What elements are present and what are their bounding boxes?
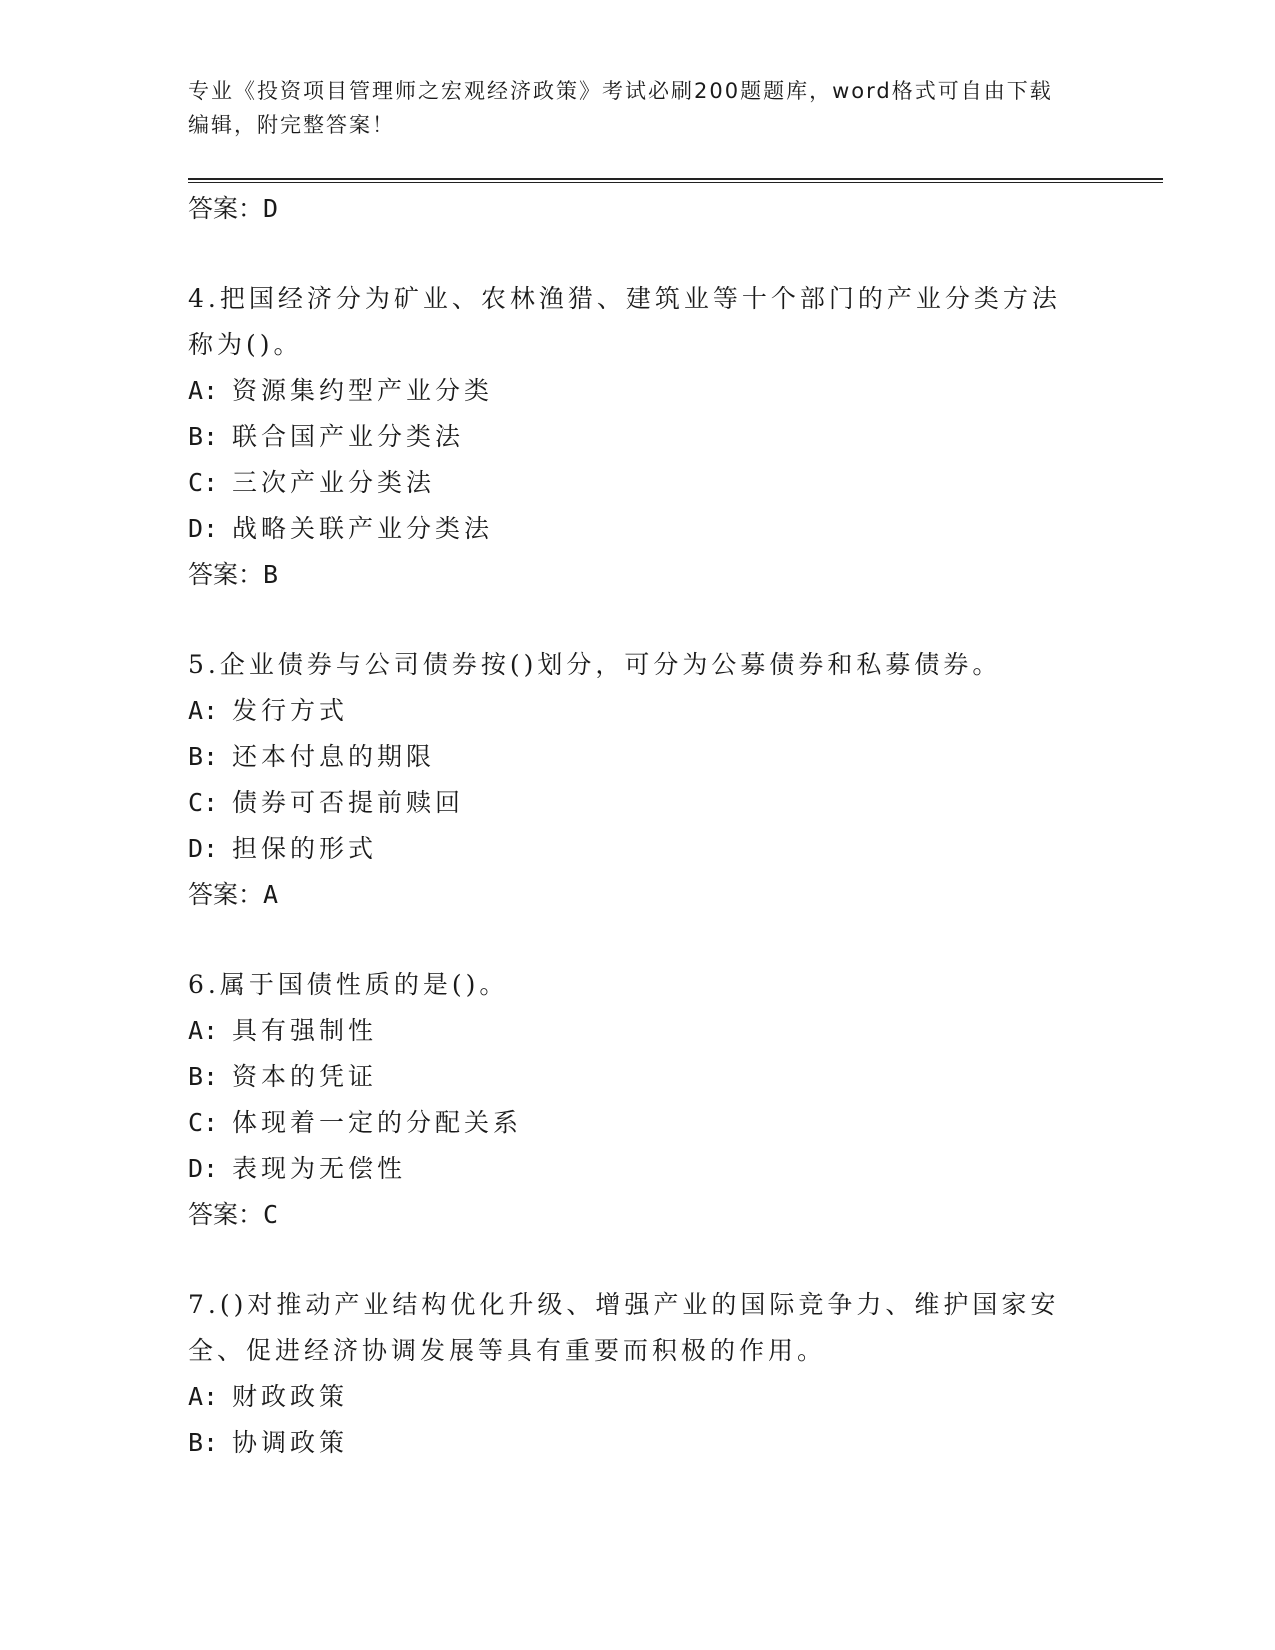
answer-label: 答案：: [188, 194, 264, 223]
option-letter: C:: [188, 1108, 219, 1137]
option-letter: A:: [188, 1016, 219, 1045]
option-c: [188, 1100, 1088, 1146]
option-b: [188, 734, 1088, 780]
question-stem: 6.属于国债性质的是()。: [188, 970, 509, 999]
question-stem: 7.()对推动产业结构优化升级、增强产业的国际竞争力、维护国家安全、促进经济协调发展等具有重要而积极的作用。: [188, 1290, 1060, 1365]
option-b: [188, 414, 1088, 460]
option-letter: D:: [188, 514, 219, 543]
answer-label: 答案：: [188, 560, 264, 589]
answer-line: [188, 552, 1088, 598]
option-letter: B:: [188, 1428, 219, 1457]
answer-value: A: [263, 880, 279, 909]
option-text: 表现为无偿性: [232, 1154, 407, 1183]
header-divider: [188, 178, 1163, 183]
option-text: 联合国产业分类法: [232, 422, 465, 451]
answer-line: [188, 872, 1088, 918]
document-body: [188, 186, 1088, 1466]
document-header: [188, 74, 1068, 142]
option-text: 还本付息的期限: [232, 742, 436, 771]
option-b: [188, 1420, 1088, 1466]
answer-line: [188, 1192, 1088, 1238]
question-stem: 4.把国经济分为矿业、农林渔猎、建筑业等十个部门的产业分类方法称为()。: [188, 284, 1061, 359]
option-text: 体现着一定的分配关系: [232, 1108, 523, 1137]
option-text: 战略关联产业分类法: [232, 514, 494, 543]
option-letter: A:: [188, 376, 219, 405]
option-c: [188, 780, 1088, 826]
option-text: 资本的凭证: [232, 1062, 378, 1091]
option-d: [188, 1146, 1088, 1192]
option-letter: B:: [188, 422, 219, 451]
answer-label: 答案：: [188, 880, 264, 909]
option-a: [188, 368, 1088, 414]
option-text: 担保的形式: [232, 834, 378, 863]
answer-value: D: [263, 194, 279, 223]
option-d: [188, 506, 1088, 552]
header-text: 专业《投资项目管理师之宏观经济政策》考试必刷200题题库，word格式可自由下载编辑，附完整答案！: [188, 79, 1053, 137]
option-text: 财政政策: [232, 1382, 349, 1411]
option-a: [188, 1008, 1088, 1054]
question-stem: 5.企业债券与公司债券按()划分，可分为公募债券和私募债券。: [188, 650, 1002, 679]
option-text: 债券可否提前赎回: [232, 788, 465, 817]
option-d: [188, 826, 1088, 872]
option-b: [188, 1054, 1088, 1100]
option-letter: C:: [188, 468, 219, 497]
option-text: 三次产业分类法: [232, 468, 436, 497]
option-text: 资源集约型产业分类: [232, 376, 494, 405]
option-c: [188, 460, 1088, 506]
option-text: 发行方式: [232, 696, 349, 725]
option-a: [188, 688, 1088, 734]
answer-line: [188, 186, 1088, 232]
option-letter: C:: [188, 788, 219, 817]
option-letter: D:: [188, 834, 219, 863]
answer-label: 答案：: [188, 1200, 264, 1229]
option-letter: A:: [188, 1382, 219, 1411]
option-letter: D:: [188, 1154, 219, 1183]
option-text: 协调政策: [232, 1428, 349, 1457]
option-letter: B:: [188, 742, 219, 771]
option-a: [188, 1374, 1088, 1420]
answer-value: B: [263, 560, 279, 589]
option-text: 具有强制性: [232, 1016, 378, 1045]
option-letter: A:: [188, 696, 219, 725]
question-item: [188, 642, 1088, 918]
option-letter: B:: [188, 1062, 219, 1091]
answer-value: C: [263, 1200, 279, 1229]
question-item: [188, 962, 1088, 1238]
question-item: [188, 1282, 1088, 1466]
question-item: [188, 276, 1088, 598]
